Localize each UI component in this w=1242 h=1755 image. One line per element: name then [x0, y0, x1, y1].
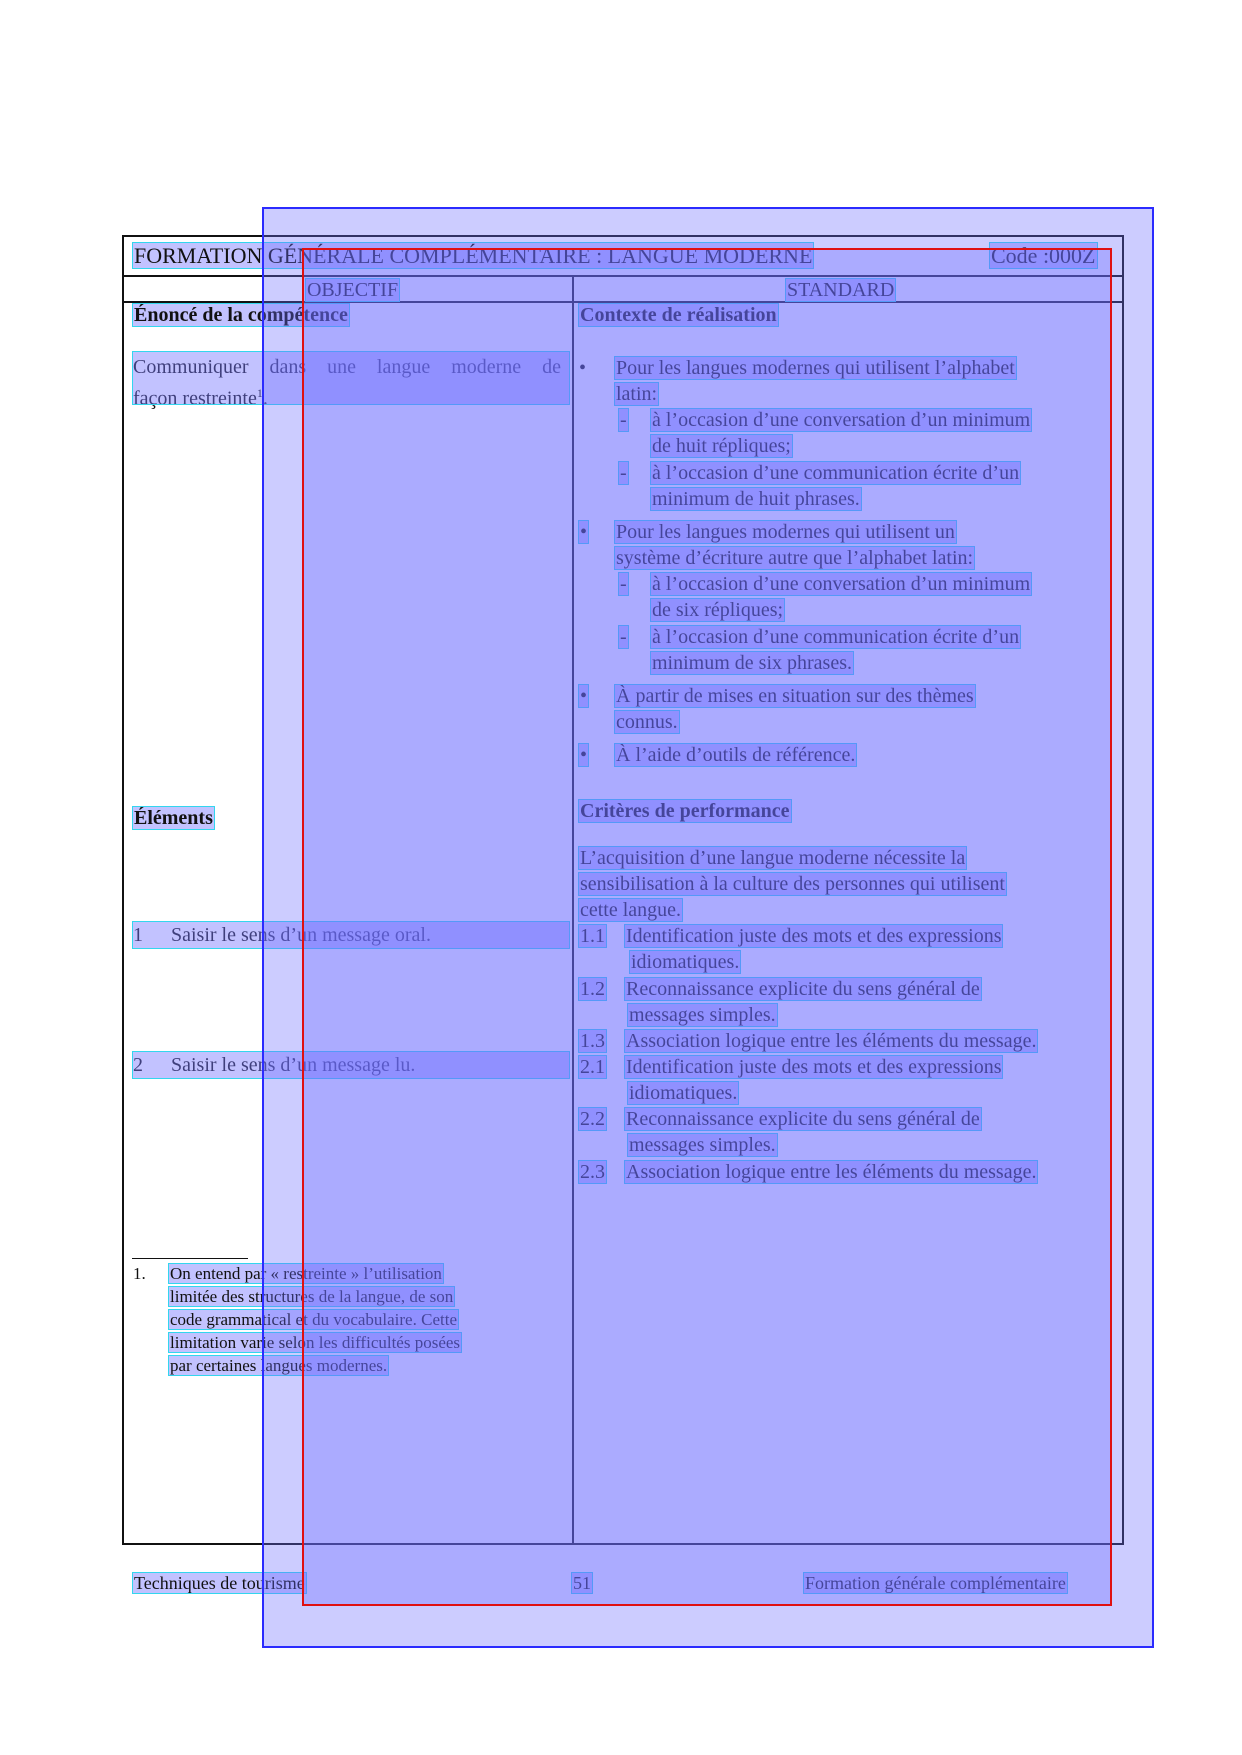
bullet-1-sub-1-line-1: à l’occasion d’une conversation d’un minimum	[652, 409, 1031, 431]
bullet-2-mark: •	[580, 521, 588, 543]
elements-heading: Éléments	[134, 807, 213, 829]
footer-right: Formation générale complémentaire	[805, 1573, 1066, 1593]
footnote-rule	[132, 1258, 248, 1259]
form-title: FORMATION GÉNÉRALE COMPLÉMENTAIRE : LANGUE MODERNE	[134, 243, 813, 268]
column-header-standard: STANDARD	[787, 279, 895, 301]
critere-2-2-line-2: messages simples.	[629, 1134, 776, 1156]
bullet-3-line-2: connus.	[616, 711, 678, 733]
footnote-ref: 1	[256, 386, 263, 400]
critere-1-1-num: 1.1	[580, 925, 605, 947]
critere-1-3-line-1: Association logique entre les éléments du message.	[626, 1030, 1037, 1052]
enonce-heading: Énoncé de la compétence	[134, 304, 348, 326]
bullet-1-sub-2-dash: -	[620, 462, 627, 484]
form-code: Code :000Z	[991, 243, 1096, 268]
enonce-line-1: Communiquer dans une langue moderne de	[133, 356, 561, 378]
footer-left: Techniques de tourisme	[134, 1573, 305, 1593]
critere-2-2-line-1: Reconnaissance explicite du sens général de	[626, 1108, 980, 1130]
element-2: 2 Saisir le sens d’un message lu.	[133, 1054, 416, 1076]
bullet-1-sub-2-line-1: à l’occasion d’une communication écrite d’un	[652, 462, 1020, 484]
contexte-heading: Contexte de réalisation	[580, 304, 777, 326]
critere-2-1-num: 2.1	[580, 1056, 605, 1078]
bullet-3-mark: •	[580, 685, 588, 707]
footnote-line-4: limitation varie selon les difficultés posées	[170, 1333, 461, 1352]
bullet-2-sub-1-line-1: à l’occasion d’une conversation d’un minimum	[652, 573, 1031, 595]
bullet-2-line-1: Pour les langues modernes qui utilisent un	[616, 521, 955, 543]
bullet-2-sub-2-line-2: minimum de six phrases.	[652, 652, 852, 674]
bullet-2-line-2: système d’écriture autre que l’alphabet latin:	[616, 547, 974, 569]
critere-1-3-num: 1.3	[580, 1030, 605, 1052]
criteres-intro-line-2: sensibilisation à la culture des personnes qui utilisent	[580, 873, 1005, 895]
bullet-4-mark: •	[580, 744, 588, 766]
critere-1-2-num: 1.2	[580, 978, 605, 1000]
overlay-inner-box	[302, 248, 1112, 1606]
footer-page-number: 51	[573, 1573, 591, 1593]
criteres-heading: Critères de performance	[580, 800, 790, 822]
bullet-2-sub-1-line-2: de six répliques;	[652, 599, 784, 621]
critere-2-1-line-2: idiomatiques.	[629, 1082, 738, 1104]
element-1: 1 Saisir le sens d’un message oral.	[133, 924, 431, 946]
criteres-intro-line-3: cette langue.	[580, 899, 682, 921]
critere-1-1-line-1: Identification juste des mots et des expressions	[626, 925, 1002, 947]
bullet-1-sub-1-dash: -	[620, 409, 627, 431]
critere-2-3-line-1: Association logique entre les éléments du message.	[626, 1161, 1037, 1183]
critere-2-2-num: 2.2	[580, 1108, 605, 1130]
footnote-line-2: limitée des structures de la langue, de son	[170, 1287, 454, 1306]
bullet-1-line-2: latin:	[616, 383, 658, 405]
bullet-1-sub-1-line-2: de huit répliques;	[652, 435, 791, 457]
criteres-intro-line-1: L’acquisition d’une langue moderne nécessite la	[580, 847, 966, 869]
bullet-2-sub-1-dash: -	[620, 573, 627, 595]
footnote-number: 1.	[133, 1264, 146, 1283]
bullet-2-sub-2-dash: -	[620, 626, 627, 648]
critere-2-1-line-1: Identification juste des mots et des expressions	[626, 1056, 1002, 1078]
bullet-1-line-1: Pour les langues modernes qui utilisent l’alphabet	[616, 357, 1015, 379]
critere-2-3-num: 2.3	[580, 1161, 605, 1183]
critere-1-2-line-1: Reconnaissance explicite du sens général de	[626, 978, 980, 1000]
bullet-4-line-1: À l’aide d’outils de référence.	[616, 744, 856, 766]
footnote-line-3: code grammatical et du vocabulaire. Cette	[170, 1310, 457, 1329]
column-header-objectif: OBJECTIF	[306, 279, 399, 301]
critere-1-1-line-2: idiomatiques.	[631, 951, 740, 973]
bullet-3-line-1: À partir de mises en situation sur des thèmes	[616, 685, 974, 707]
bullet-2-sub-2-line-1: à l’occasion d’une communication écrite d’un	[652, 626, 1020, 648]
critere-1-2-line-2: messages simples.	[629, 1004, 776, 1026]
footnote-line-1: On entend par « restreinte » l’utilisation	[170, 1264, 442, 1283]
footnote-line-5: par certaines langues modernes.	[170, 1356, 388, 1375]
enonce-line-2: façon restreinte$^1$.	[133, 386, 268, 410]
bullet-1-mark: •	[579, 357, 587, 379]
bullet-1-sub-2-line-2: minimum de huit phrases.	[652, 488, 860, 510]
